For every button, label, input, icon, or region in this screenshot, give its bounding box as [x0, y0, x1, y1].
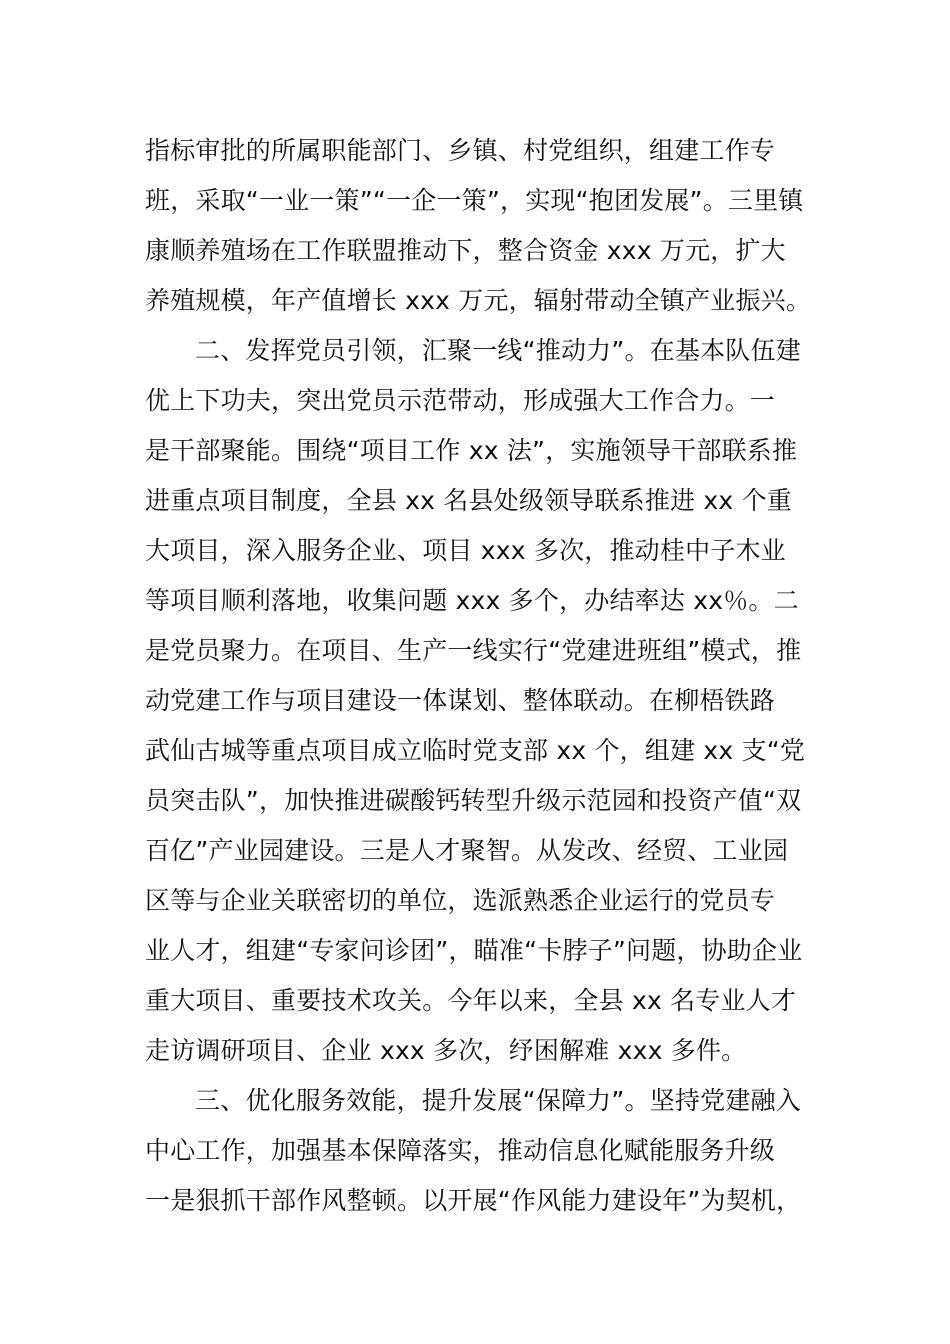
- text-line: 一是狠抓干部作风整顿。以开展“作风能力建设年”为契机，: [145, 1186, 802, 1215]
- text-line: 康顺养殖场在工作联盟推动下，整合资金 xxx 万元，扩大: [145, 236, 786, 265]
- document-body: [145, 126, 812, 1226]
- text-line: 动党建工作与项目建设一体谋划、整体联动。在柳梧铁路: [145, 686, 776, 715]
- text-line: 员突击队”，加快推进碳酸钙转型升级示范园和投资产值“双: [145, 786, 802, 815]
- text-line: 等项目顺利落地，收集问题 xxx 多个，办结率达 xx％。二: [145, 586, 799, 615]
- text-line: 重大项目、重要技术攻关。今年以来，全县 xx 名专业人才: [145, 986, 797, 1015]
- text-line: 养殖规模，年产值增长 xxx 万元，辐射带动全镇产业振兴。: [145, 286, 812, 315]
- text-line: 大项目，深入服务企业、项目 xxx 多次，推动桂中子木业: [145, 536, 786, 565]
- section-heading-line: 二、发挥党员引领，汇聚一线“推动力”。在基本队伍建: [195, 336, 801, 365]
- text-line: 优上下功夫，突出党员示范带动，形成强大工作合力。一: [145, 386, 776, 415]
- text-line: 区等与企业关联密切的单位，选派熟悉企业运行的党员专: [145, 886, 776, 915]
- text-line: 百亿”产业园建设。三是人才聚智。从发改、经贸、工业园: [145, 836, 789, 865]
- text-line: 业人才，组建“专家问诊团”，瞄准“卡脖子”问题，协助企业: [145, 936, 803, 965]
- text-line: 指标审批的所属职能部门、乡镇、村党组织，组建工作专: [145, 136, 776, 165]
- text-line: 进重点项目制度，全县 xx 名县处级领导联系推进 xx 个重: [145, 486, 792, 515]
- text-line: 中心工作，加强基本保障落实，推动信息化赋能服务升级: [145, 1136, 776, 1165]
- text-line: 是干部聚能。围绕“项目工作 xx 法”，实施领导干部联系推: [145, 436, 798, 465]
- text-line: 武仙古城等重点项目成立临时党支部 xx 个，组建 xx 支“党: [145, 736, 806, 765]
- text-line: 班，采取“一业一策”“一企一策”，实现“抱团发展”。三里镇: [145, 186, 804, 215]
- section-heading-line: 三、优化服务效能，提升发展“保障力”。坚持党建融入: [195, 1086, 801, 1115]
- text-line: 是党员聚力。在项目、生产一线实行“党建进班组”模式，推: [145, 636, 802, 665]
- text-line: 走访调研项目、企业 xxx 多次，纾困解难 xxx 多件。: [145, 1036, 747, 1065]
